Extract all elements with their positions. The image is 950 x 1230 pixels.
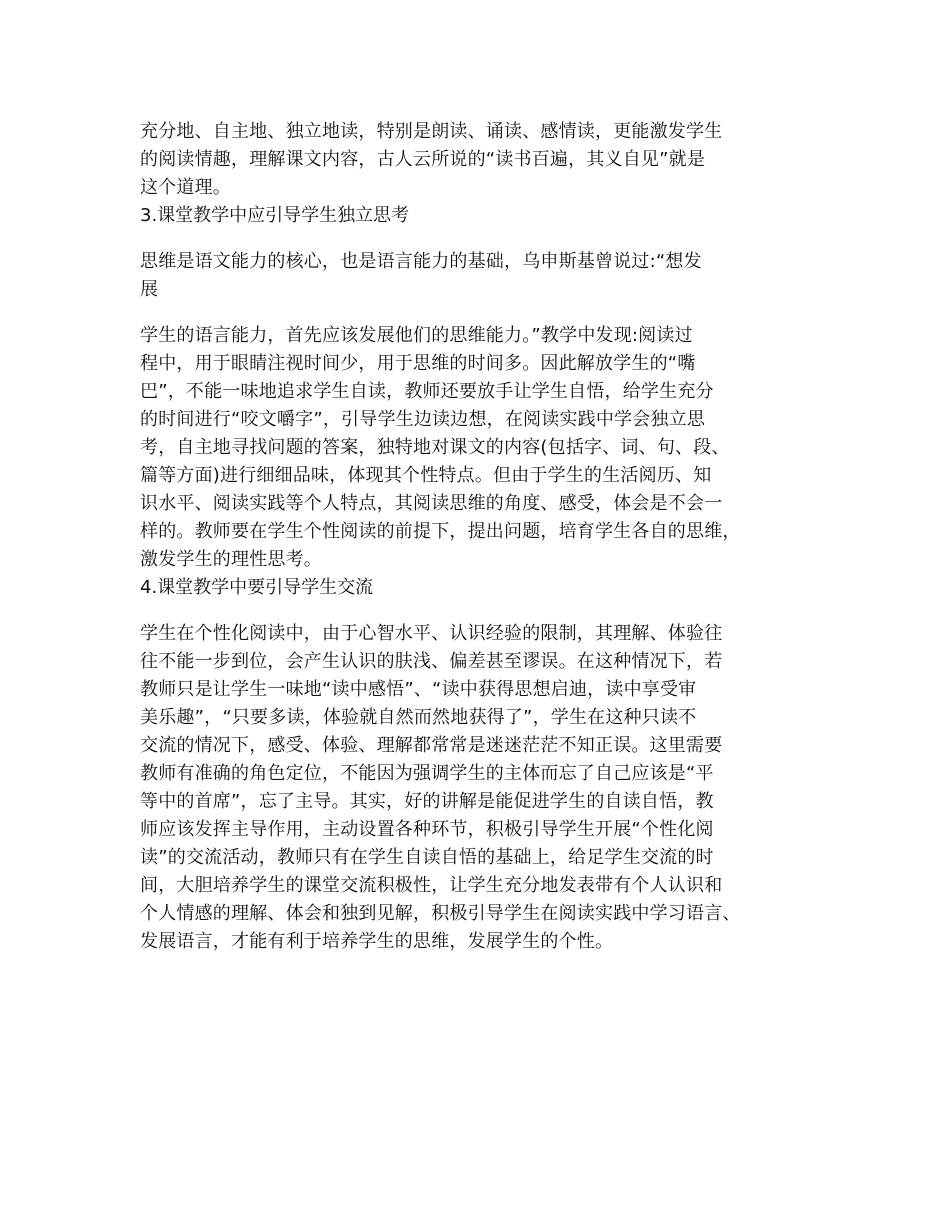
text-line: 篇等方面)进行细细品味，体现其个性特点。但由于学生的生活阅历、知 (140, 465, 712, 486)
text-line: 交流的情况下，感受、体验、理解都常常是迷迷茫茫不知正误。这里需要 (140, 735, 723, 756)
text-line: 考，自主地寻找问题的答案，独特地对课文的内容(包括字、词、句、段、 (140, 437, 730, 458)
text-line: 等中的首席”，忘了主导。其实，好的讲解是能促进学生的自读自悟，教 (140, 791, 714, 812)
text-line: 往不能一步到位，会产生认识的肤浅、偏差甚至谬误。在这种情况下，若 (140, 651, 723, 672)
text-line: 样的。教师要在学生个性阅读的前提下，提出问题，培育学生各自的思维， (140, 521, 741, 542)
text-line: 读”的交流活动，教师只有在学生自读自悟的基础上，给足学生交流的时 (140, 847, 714, 868)
paragraph-thinking-body (140, 322, 830, 574)
text-line: 巴”，不能一味地追求学生自读，教师还要放手让学生自悟，给学生充分 (140, 381, 714, 402)
text-line: 展 (140, 279, 159, 300)
text-line: 学生在个性化阅读中，由于心智水平、认识经验的限制，其理解、体验往 (140, 623, 723, 644)
text-line: 师应该发挥主导作用，主动设置各种环节，积极引导学生开展“个性化阅 (140, 819, 714, 840)
text-line: 程中，用于眼睛注视时间少，用于思维的时间多。因此解放学生的“嘴 (140, 353, 696, 374)
document-content (140, 118, 830, 956)
text-line: 教师有准确的角色定位，不能因为强调学生的主体而忘了自己应该是“平 (140, 763, 714, 784)
text-line: 充分地、自主地、独立地读，特别是朗读、诵读、感情读，更能激发学生 (140, 121, 723, 142)
section-heading-3: 3.课堂教学中应引导学生独立思考 (140, 205, 410, 226)
paragraph-reading (140, 118, 830, 202)
paragraph-communication (140, 620, 830, 956)
text-line: 学生的语言能力，首先应该发展他们的思维能力。”教学中发现:阅读过 (140, 325, 693, 346)
text-line: 个人情感的理解、体会和独到见解，积极引导学生在阅读实践中学习语言、 (140, 903, 741, 924)
text-line: 的时间进行“咬文嚼字”，引导学生边读边想，在阅读实践中学会独立思 (140, 409, 706, 430)
text-line: 这个道理。 (140, 177, 231, 198)
section-heading-4: 4.课堂教学中要引导学生交流 (140, 577, 374, 598)
text-line: 思维是语文能力的核心，也是语言能力的基础，乌申斯基曾说过:“想发 (140, 251, 702, 272)
text-line: 发展语言，才能有利于培养学生的思维，发展学生的个性。 (140, 931, 614, 952)
text-line: 美乐趣”，“只要多读，体验就自然而然地获得了”，学生在这种只读不 (140, 707, 697, 728)
text-line: 的阅读情趣，理解课文内容，古人云所说的“读书百遍，其义自见”就是 (140, 149, 706, 170)
text-line: 间，大胆培养学生的课堂交流积极性，让学生充分地发表带有个人认识和 (140, 875, 723, 896)
text-line: 激发学生的理性思考。 (140, 549, 322, 570)
text-line: 教师只是让学生一味地“读中感悟”、“读中获得思想启迪，读中享受审 (140, 679, 697, 700)
paragraph-thinking-intro (140, 248, 830, 304)
text-line: 识水平、阅读实践等个人特点，其阅读思维的角度、感受，体会是不会一 (140, 493, 723, 514)
